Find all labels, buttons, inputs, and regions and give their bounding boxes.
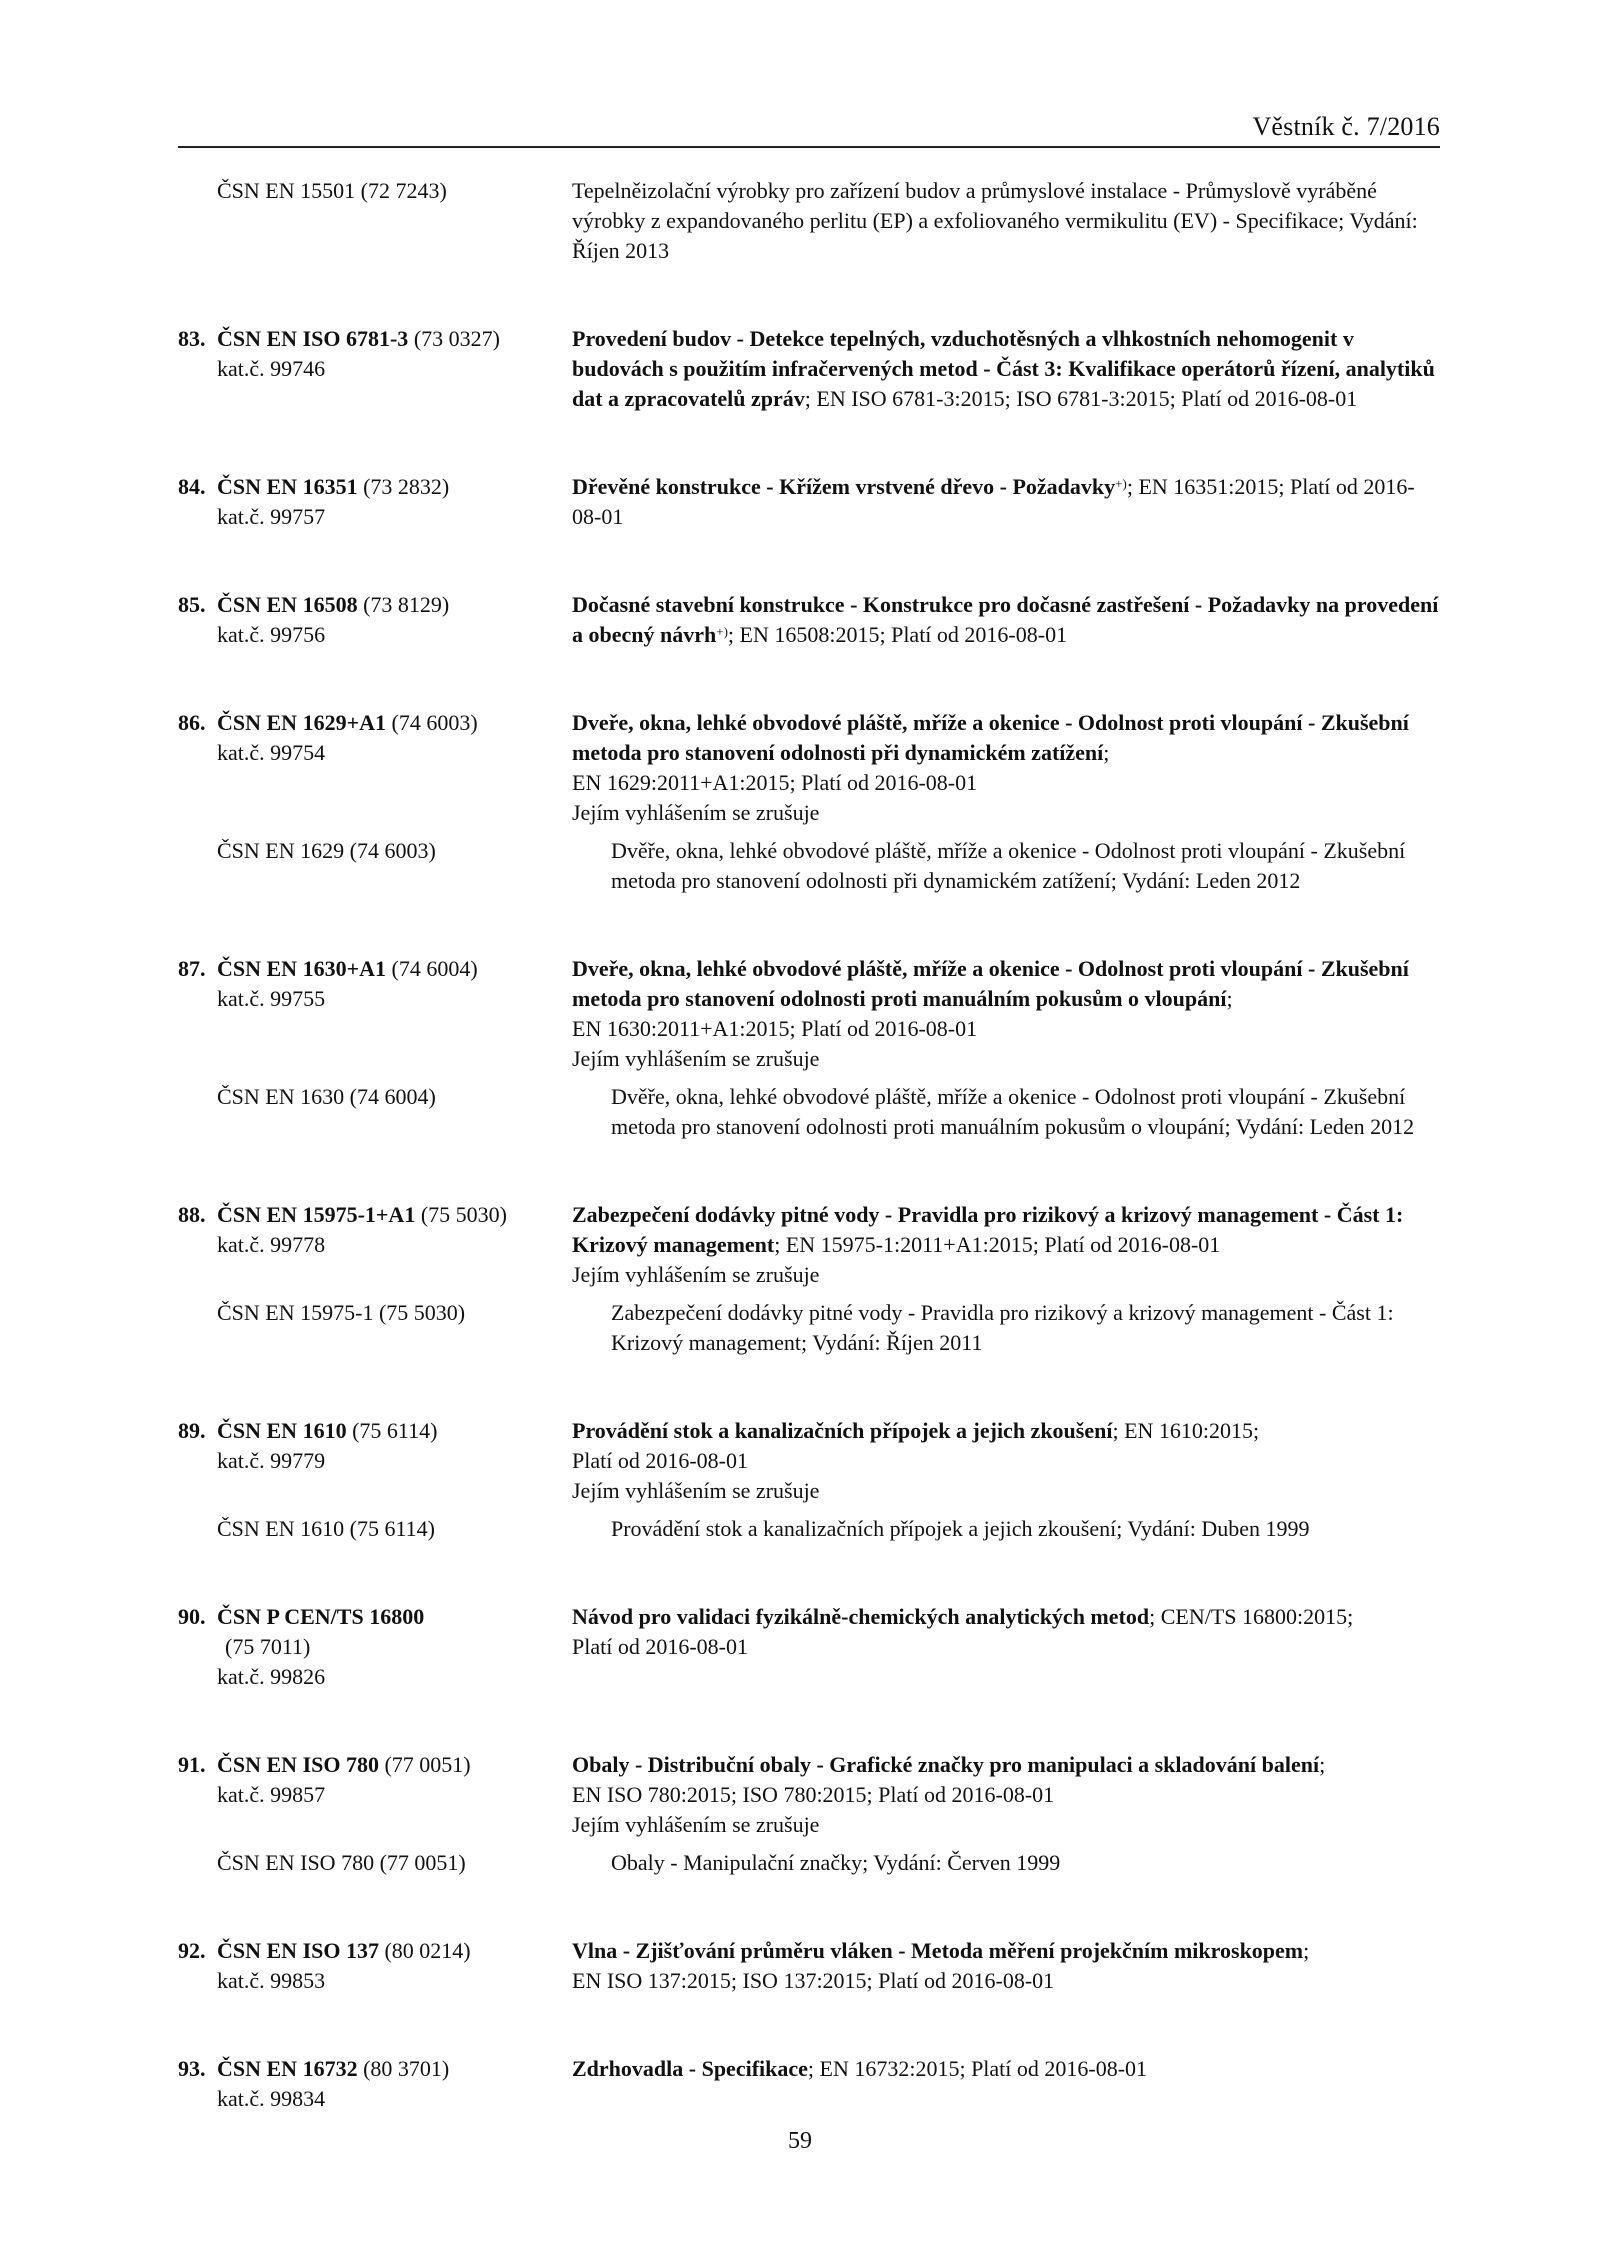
entry-number: 93.	[178, 2056, 206, 2081]
replaced-standard-code: ČSN EN 1630 (74 6004)	[217, 1084, 436, 1109]
standard-details: EN ISO 137:2015; ISO 137:2015; Platí od 2016-08-01	[572, 1968, 1055, 1993]
catalog-number: kat.č. 99746	[217, 356, 326, 381]
replaced-standard-code: ČSN EN 1610 (75 6114)	[217, 1516, 435, 1541]
classification-code: (80 0214)	[378, 1938, 471, 1963]
standard-title-cell	[572, 1750, 1440, 1840]
replaced-standard-title: Dvěře, okna, lehké obvodové pláště, mříže a okenice - Odolnost proti vloupání - Zkušební metoda pro stanovení odolnosti při dynamickém zatížení; Vydání: Leden 2012	[611, 838, 1406, 893]
standard-title-cell	[572, 954, 1440, 1074]
catalog-number: kat.č. 99754	[217, 740, 326, 765]
catalog-number: kat.č. 99757	[217, 504, 326, 529]
standard-entry	[178, 2054, 1440, 2114]
standard-details: ;	[1103, 740, 1110, 765]
standard-entry	[178, 1750, 1440, 1840]
replaced-standard-entry	[178, 1848, 1440, 1878]
standard-details: ; EN ISO 6781-3:2015; ISO 6781-3:2015; Platí od 2016-08-01	[804, 386, 1358, 411]
page-number: 59	[788, 2128, 812, 2154]
standard-title: Dřevěné konstrukce - Křížem vrstvené dřevo - Požadavky	[572, 474, 1116, 499]
replacement-note: Jejím vyhlášením se zrušuje	[572, 800, 820, 825]
entry-number: 92.	[178, 1938, 206, 1963]
catalog-number: kat.č. 99834	[217, 2086, 326, 2111]
standard-details: Platí od 2016-08-01	[572, 1634, 748, 1659]
standard-title-cell	[572, 1200, 1440, 1290]
catalog-number: kat.č. 99857	[217, 1782, 326, 1807]
standard-entry	[178, 590, 1440, 650]
standard-title-cell	[572, 2054, 1440, 2114]
standard-title: Provádění stok a kanalizačních přípojek a jejich zkoušení	[572, 1418, 1113, 1443]
standard-title: Provedení budov - Detekce tepelných, vzduchotěsných a vlhkostních nehomogenit v budovách s použitím infračervených metod - Část 3: Kvalifikace operátorů řízení, analytiků dat a zpracovatelů zpráv	[572, 326, 1435, 411]
standard-code-cell	[178, 2054, 572, 2114]
footnote-mark: +)	[716, 624, 728, 639]
standard-title-cell	[572, 176, 1440, 266]
classification-code: (77 0051)	[378, 1752, 471, 1777]
standard-code-cell	[178, 1200, 572, 1290]
standard-title: Zabezpečení dodávky pitné vody - Pravidla pro rizikový a krizový management - Část 1: Krizový management	[572, 1202, 1404, 1257]
classification-code: (75 6114)	[346, 1418, 438, 1443]
standard-code-cell	[178, 1416, 572, 1506]
classification-code: ČSN EN 15501 (72 7243)	[217, 178, 447, 203]
standard-details: ;	[1226, 986, 1233, 1011]
replaced-standard-title: Obaly - Manipulační značky; Vydání: Červen 1999	[611, 1850, 1061, 1875]
classification-code: (80 3701)	[357, 2056, 450, 2081]
standards-list	[178, 176, 1440, 2114]
classification-code: (73 8129)	[357, 592, 450, 617]
standard-details: EN 1629:2011+A1:2015; Platí od 2016-08-01	[572, 770, 978, 795]
standard-entry	[178, 1416, 1440, 1506]
standard-code-cell	[178, 1750, 572, 1840]
classification-code: (75 5030)	[415, 1202, 507, 1227]
replaced-standard-code: ČSN EN 1629 (74 6003)	[217, 838, 436, 863]
standard-title: Dveře, okna, lehké obvodové pláště, mříže a okenice - Odolnost proti vloupání - Zkušební metoda pro stanovení odolnosti proti manuálním pokusům o vloupání	[572, 956, 1409, 1011]
entry-number: 86.	[178, 710, 206, 735]
classification-code: (74 6003)	[386, 710, 478, 735]
replacement-note: Jejím vyhlášením se zrušuje	[572, 1046, 820, 1071]
entry-number: 85.	[178, 592, 206, 617]
replaced-standard-entry	[178, 1082, 1440, 1142]
standard-entry	[178, 954, 1440, 1074]
standard-details: ; EN 16508:2015; Platí od 2016-08-01	[727, 622, 1068, 647]
standard-details: ; EN 16351:2015; Platí od 2016-08-01	[572, 474, 1415, 529]
standard-details: EN ISO 780:2015; ISO 780:2015; Platí od 2016-08-01	[572, 1782, 1055, 1807]
catalog-number: kat.č. 99755	[217, 986, 326, 1011]
standard-title-cell	[572, 1416, 1440, 1506]
entry-number: 88.	[178, 1202, 206, 1227]
classification-code: (74 6004)	[386, 956, 478, 981]
standard-title: Zdrhovadla - Specifikace	[572, 2056, 808, 2081]
entry-number: 83.	[178, 326, 206, 351]
standard-code-cell	[178, 708, 572, 828]
standard-code: ČSN P CEN/TS 16800	[217, 1604, 425, 1629]
catalog-number: kat.č. 99826	[217, 1664, 326, 1689]
replacement-note: Jejím vyhlášením se zrušuje	[572, 1478, 820, 1503]
standard-code-cell	[178, 324, 572, 414]
replaced-standard-entry	[178, 836, 1440, 896]
standard-entry	[178, 176, 1440, 266]
standard-code: ČSN EN 16351	[217, 474, 358, 499]
standard-entry	[178, 1200, 1440, 1290]
standard-details: Jejím vyhlášením se zrušuje	[572, 1262, 820, 1287]
standard-code: ČSN EN 1610	[217, 1418, 347, 1443]
standard-title: Dveře, okna, lehké obvodové pláště, mříže a okenice - Odolnost proti vloupání - Zkušební metoda pro stanovení odolnosti při dynamickém zatížení	[572, 710, 1409, 765]
catalog-number: kat.č. 99853	[217, 1968, 326, 1993]
standard-details: ; EN 16732:2015; Platí od 2016-08-01	[807, 2056, 1148, 2081]
standard-code-cell	[178, 590, 572, 650]
standard-code: ČSN EN 15975-1+A1	[217, 1202, 416, 1227]
entry-number: 91.	[178, 1752, 206, 1777]
catalog-number: kat.č. 99778	[217, 1232, 326, 1257]
standard-details: ; CEN/TS 16800:2015;	[1149, 1604, 1354, 1629]
standard-code: ČSN EN 16732	[217, 2056, 358, 2081]
standard-code: ČSN EN ISO 6781-3	[217, 326, 409, 351]
standard-title-cell	[572, 1936, 1440, 1996]
entry-number: 90.	[178, 1604, 206, 1629]
replaced-standard-title: Zabezpečení dodávky pitné vody - Pravidla pro rizikový a krizový management - Část 1: Krizový management; Vydání: Říjen 2011	[611, 1300, 1394, 1355]
standard-code-cell	[178, 954, 572, 1074]
standard-title-cell	[572, 708, 1440, 828]
replaced-standard-title: Dvěře, okna, lehké obvodové pláště, mříže a okenice - Odolnost proti vloupání - Zkušební metoda pro stanovení odolnosti proti manuálním pokusům o vloupání; Vydání: Leden 2012	[611, 1084, 1415, 1139]
classification-code: (75 7011)	[225, 1634, 311, 1659]
standard-code: ČSN EN 1630+A1	[217, 956, 386, 981]
standard-title: Návod pro validaci fyzikálně-chemických analytických metod	[572, 1604, 1150, 1629]
standard-entry	[178, 324, 1440, 414]
standard-details: Tepelněizolační výrobky pro zařízení budov a průmyslové instalace - Průmyslově vyráběné výrobky z expandovaného perlitu (EP) a exfoliovaného vermikulitu (EV) - Specifikace; Vydání: Říjen 2013	[572, 178, 1418, 263]
standard-title-cell	[572, 324, 1440, 414]
standard-title-cell	[572, 472, 1440, 532]
catalog-number: kat.č. 99756	[217, 622, 326, 647]
standard-title: Vlna - Zjišťování průměru vláken - Metoda měření projekčním mikroskopem	[572, 1938, 1304, 1963]
replacement-note: Jejím vyhlášením se zrušuje	[572, 1812, 820, 1837]
standard-code: ČSN EN 16508	[217, 592, 358, 617]
replaced-standard-title: Provádění stok a kanalizačních přípojek a jejich zkoušení; Vydání: Duben 1999	[611, 1516, 1310, 1541]
standard-details: ; EN 15975-1:2011+A1:2015; Platí od 2016-08-01	[774, 1232, 1221, 1257]
standard-code-cell	[178, 176, 572, 266]
standard-code-cell	[178, 1602, 572, 1692]
standard-code: ČSN EN ISO 137	[217, 1938, 379, 1963]
replaced-standard-entry	[178, 1298, 1440, 1358]
standard-details: EN 1630:2011+A1:2015; Platí od 2016-08-01	[572, 1016, 978, 1041]
classification-code: (73 2832)	[357, 474, 450, 499]
standard-title: Obaly - Distribuční obaly - Grafické značky pro manipulaci a skladování balení	[572, 1752, 1320, 1777]
classification-code: (73 0327)	[408, 326, 500, 351]
standard-code-cell	[178, 1936, 572, 1996]
standard-title-cell	[572, 590, 1440, 650]
replaced-standard-code: ČSN EN 15975-1 (75 5030)	[217, 1300, 466, 1325]
standard-details: ; EN 1610:2015;	[1112, 1418, 1260, 1443]
replaced-standard-code: ČSN EN ISO 780 (77 0051)	[217, 1850, 466, 1875]
standard-details: ;	[1303, 1938, 1310, 1963]
standard-details: ;	[1319, 1752, 1326, 1777]
catalog-number: kat.č. 99779	[217, 1448, 326, 1473]
replaced-standard-entry	[178, 1514, 1440, 1544]
standard-entry	[178, 1936, 1440, 1996]
standard-entry	[178, 1602, 1440, 1692]
entry-number: 87.	[178, 956, 206, 981]
footnote-mark: +)	[1115, 476, 1127, 491]
standard-code: ČSN EN 1629+A1	[217, 710, 386, 735]
standard-details: Platí od 2016-08-01	[572, 1448, 748, 1473]
entry-number: 84.	[178, 474, 206, 499]
page-header	[178, 112, 1440, 148]
entry-number: 89.	[178, 1418, 206, 1443]
standard-title-cell	[572, 1602, 1440, 1692]
standard-entry	[178, 472, 1440, 532]
standard-code-cell	[178, 472, 572, 532]
standard-entry	[178, 708, 1440, 828]
bulletin-title: Věstník č. 7/2016	[1252, 112, 1440, 141]
standard-code: ČSN EN ISO 780	[217, 1752, 379, 1777]
standard-title: Dočasné stavební konstrukce - Konstrukce pro dočasné zastřešení - Požadavky na provedení a obecný návrh	[572, 592, 1439, 647]
